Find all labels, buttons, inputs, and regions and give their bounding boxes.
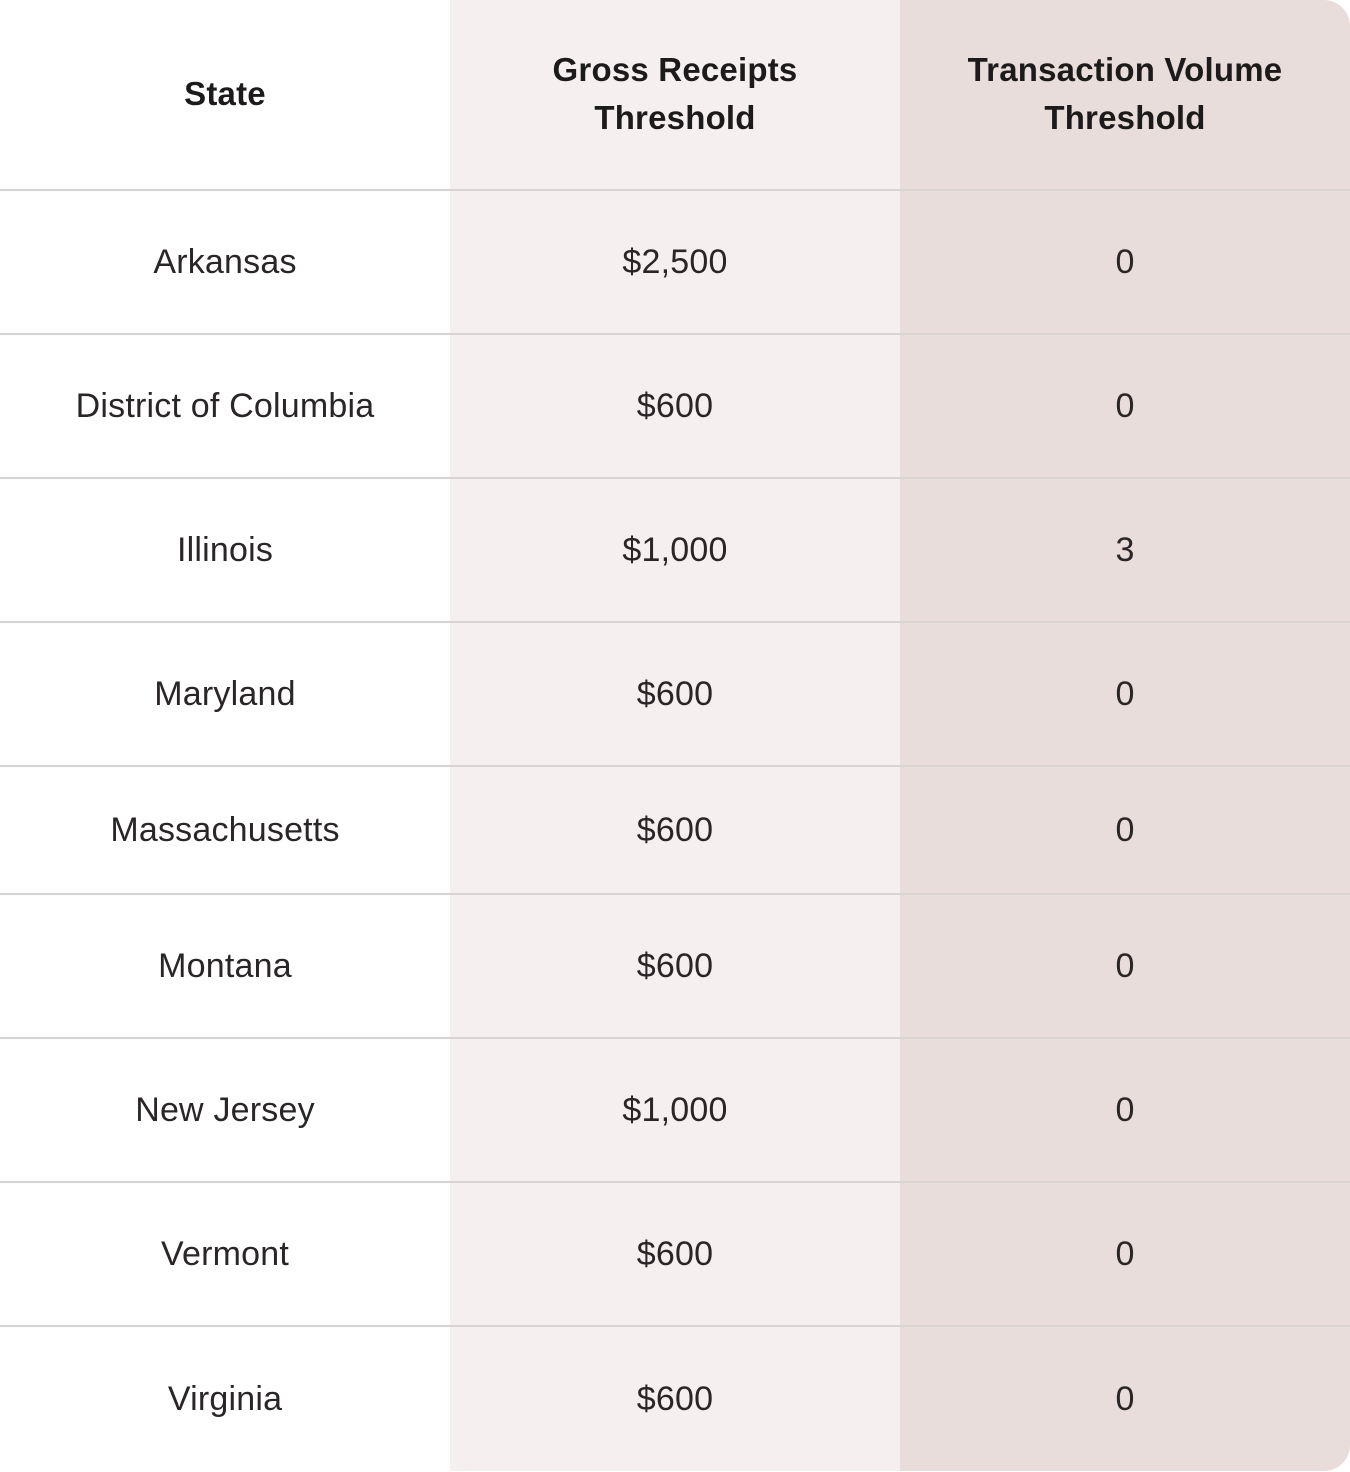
cell-state: Maryland (0, 623, 450, 767)
cell-transaction-volume: 0 (900, 623, 1350, 767)
cell-state: District of Columbia (0, 335, 450, 479)
cell-transaction-volume: 0 (900, 191, 1350, 335)
cell-transaction-volume: 0 (900, 895, 1350, 1039)
cell-transaction-volume: 0 (900, 767, 1350, 895)
cell-gross-receipts: $600 (450, 767, 900, 895)
header-state: State (0, 0, 450, 191)
cell-state: Massachusetts (0, 767, 450, 895)
cell-state: Virginia (167, 1379, 283, 1418)
cell-gross-receipts: $1,000 (450, 1039, 900, 1183)
cell-gross-receipts: $1,000 (450, 479, 900, 623)
header-gross-receipts: Gross Receipts Threshold (450, 0, 900, 191)
cell-gross-receipts: $600 (450, 895, 900, 1039)
cell-transaction-volume: 0 (900, 1183, 1350, 1327)
cell-state: Illinois (0, 479, 450, 623)
cell-transaction-volume: 0 (900, 335, 1350, 479)
cell-state: New Jersey (0, 1039, 450, 1183)
cell-transaction-volume: 3 (900, 479, 1350, 623)
cell-transaction-volume: 0 (1115, 1379, 1135, 1418)
cell-gross-receipts: $600 (450, 335, 900, 479)
cell-gross-receipts: $600 (636, 1379, 714, 1418)
header-transaction-volume: Transaction Volume Threshold (900, 0, 1350, 191)
cell-transaction-volume: 0 (900, 1039, 1350, 1183)
cell-state: Arkansas (0, 191, 450, 335)
cell-gross-receipts: $600 (450, 1183, 900, 1327)
cell-state: Vermont (0, 1183, 450, 1327)
cell-gross-receipts: $600 (450, 623, 900, 767)
cell-state: Montana (0, 895, 450, 1039)
cell-gross-receipts: $2,500 (450, 191, 900, 335)
